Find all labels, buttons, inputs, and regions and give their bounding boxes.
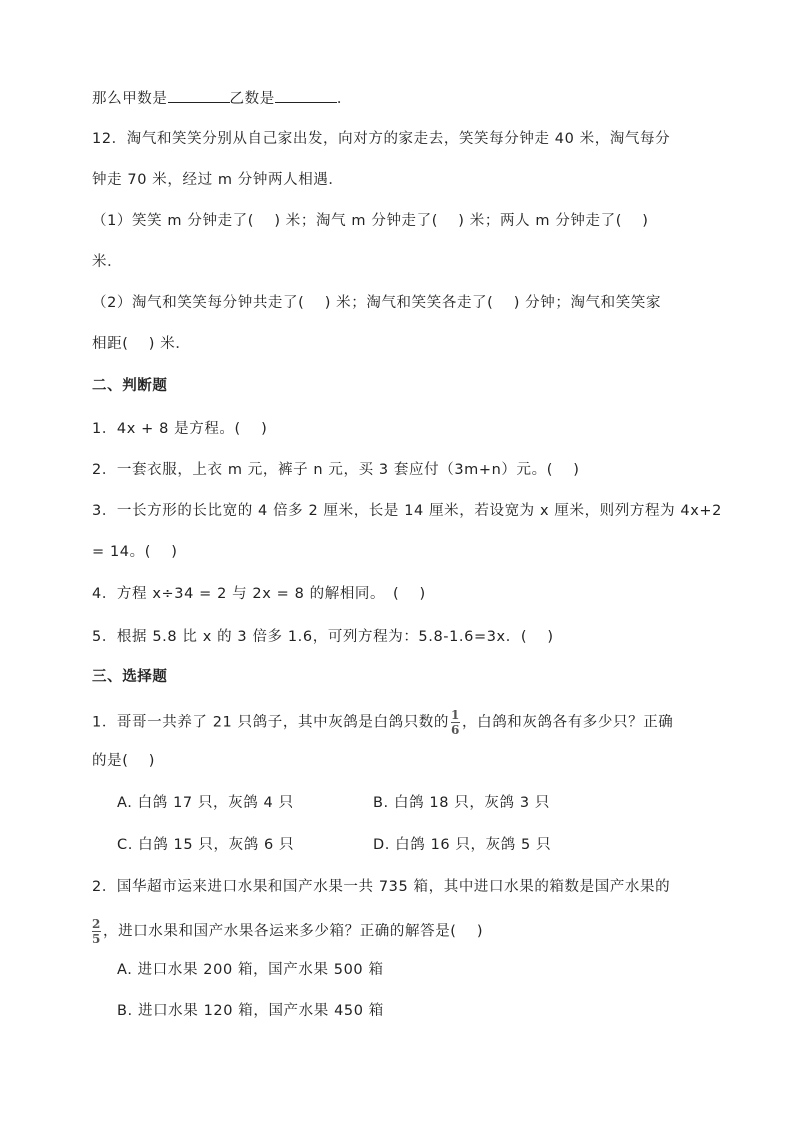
q12-sub1-line1: （1）笑笑 m 分钟走了( ) 米；淘气 m 分钟走了( ) 米；两人 m 分钟走了( )	[92, 213, 649, 229]
judgement-item-3: 3．一长方形的长比宽的 4 倍多 2 厘米，长是 14 厘米，若设宽为 x 厘米，则列方程为 4x+2	[92, 503, 722, 519]
fraction-numerator: 2	[92, 917, 101, 931]
judgement-item-2: 2．一套衣服，上衣 m 元，裤子 n 元，买 3 套应付（3m+n）元。( )	[92, 462, 580, 478]
choice-q1-option-b[interactable]: B. 白鸽 18 只，灰鸽 3 只	[373, 795, 550, 811]
q12-sub2-line1: （2）淘气和笑笑每分钟共走了( ) 米；淘气和笑笑各走了( ) 分钟；淘气和笑笑家	[92, 295, 662, 311]
choice-q1-option-c[interactable]: C. 白鸽 15 只，灰鸽 6 只	[117, 837, 295, 853]
q12-sub1-line2: 米．	[92, 254, 123, 270]
choice-q2-line1: 2．国华超市运来进口水果和国产水果一共 735 箱，其中进口水果的箱数是国产水果的	[92, 879, 671, 895]
choice-q2-text: ，进口水果和国产水果各运来多少箱？正确的解答是( )	[103, 923, 484, 940]
fraction-two-fifths	[92, 918, 101, 945]
choice-q1-option-d[interactable]: D. 白鸽 16 只，灰鸽 5 只	[373, 837, 552, 853]
judgement-item-3-cont: = 14。( )	[92, 544, 178, 560]
answer-blank-jia[interactable]	[168, 88, 230, 103]
q11-answer-line	[92, 88, 352, 109]
section-heading-judgement: 二、判断题	[92, 378, 168, 394]
section-heading-choice: 三、选择题	[92, 669, 168, 685]
fraction-one-sixth	[451, 709, 460, 736]
judgement-item-4: 4．方程 x÷34 = 2 与 2x = 8 的解相同。 ( )	[92, 586, 426, 602]
q11-label-jia: 那么甲数是	[92, 91, 168, 107]
fraction-denominator: 5	[92, 932, 101, 946]
judgement-item-5: 5．根据 5.8 比 x 的 3 倍多 1.6，可列方程为：5.8-1.6=3x．( )	[92, 629, 554, 645]
q12-line2: 钟走 70 米，经过 m 分钟两人相遇．	[92, 172, 344, 188]
q12-line1: 12．淘气和笑笑分别从自己家出发，向对方的家走去，笑笑每分钟走 40 米，淘气每分	[92, 131, 671, 147]
choice-q1-text-b: ，白鸽和灰鸽各有多少只？正确	[462, 714, 674, 731]
fraction-numerator: 1	[451, 708, 460, 722]
q12-sub2-line2: 相距( ) 米．	[92, 336, 191, 352]
choice-q2-option-b[interactable]: B. 进口水果 120 箱，国产水果 450 箱	[117, 1003, 384, 1019]
choice-q1-line1	[92, 709, 673, 736]
choice-q2-option-a[interactable]: A. 进口水果 200 箱，国产水果 500 箱	[117, 962, 384, 978]
choice-q1-text-a: 1．哥哥一共养了 21 只鸽子，其中灰鸽是白鸽只数的	[92, 714, 449, 731]
choice-q1-option-a[interactable]: A. 白鸽 17 只，灰鸽 4 只	[117, 795, 294, 811]
q11-label-yi: 乙数是	[229, 91, 275, 107]
answer-blank-yi[interactable]	[275, 88, 337, 103]
fraction-denominator: 6	[451, 723, 460, 737]
choice-q2-line2	[90, 918, 483, 945]
judgement-item-1: 1．4x + 8 是方程。( )	[92, 421, 268, 437]
q11-end: ．	[336, 91, 352, 107]
choice-q1-line2: 的是( )	[92, 753, 156, 769]
